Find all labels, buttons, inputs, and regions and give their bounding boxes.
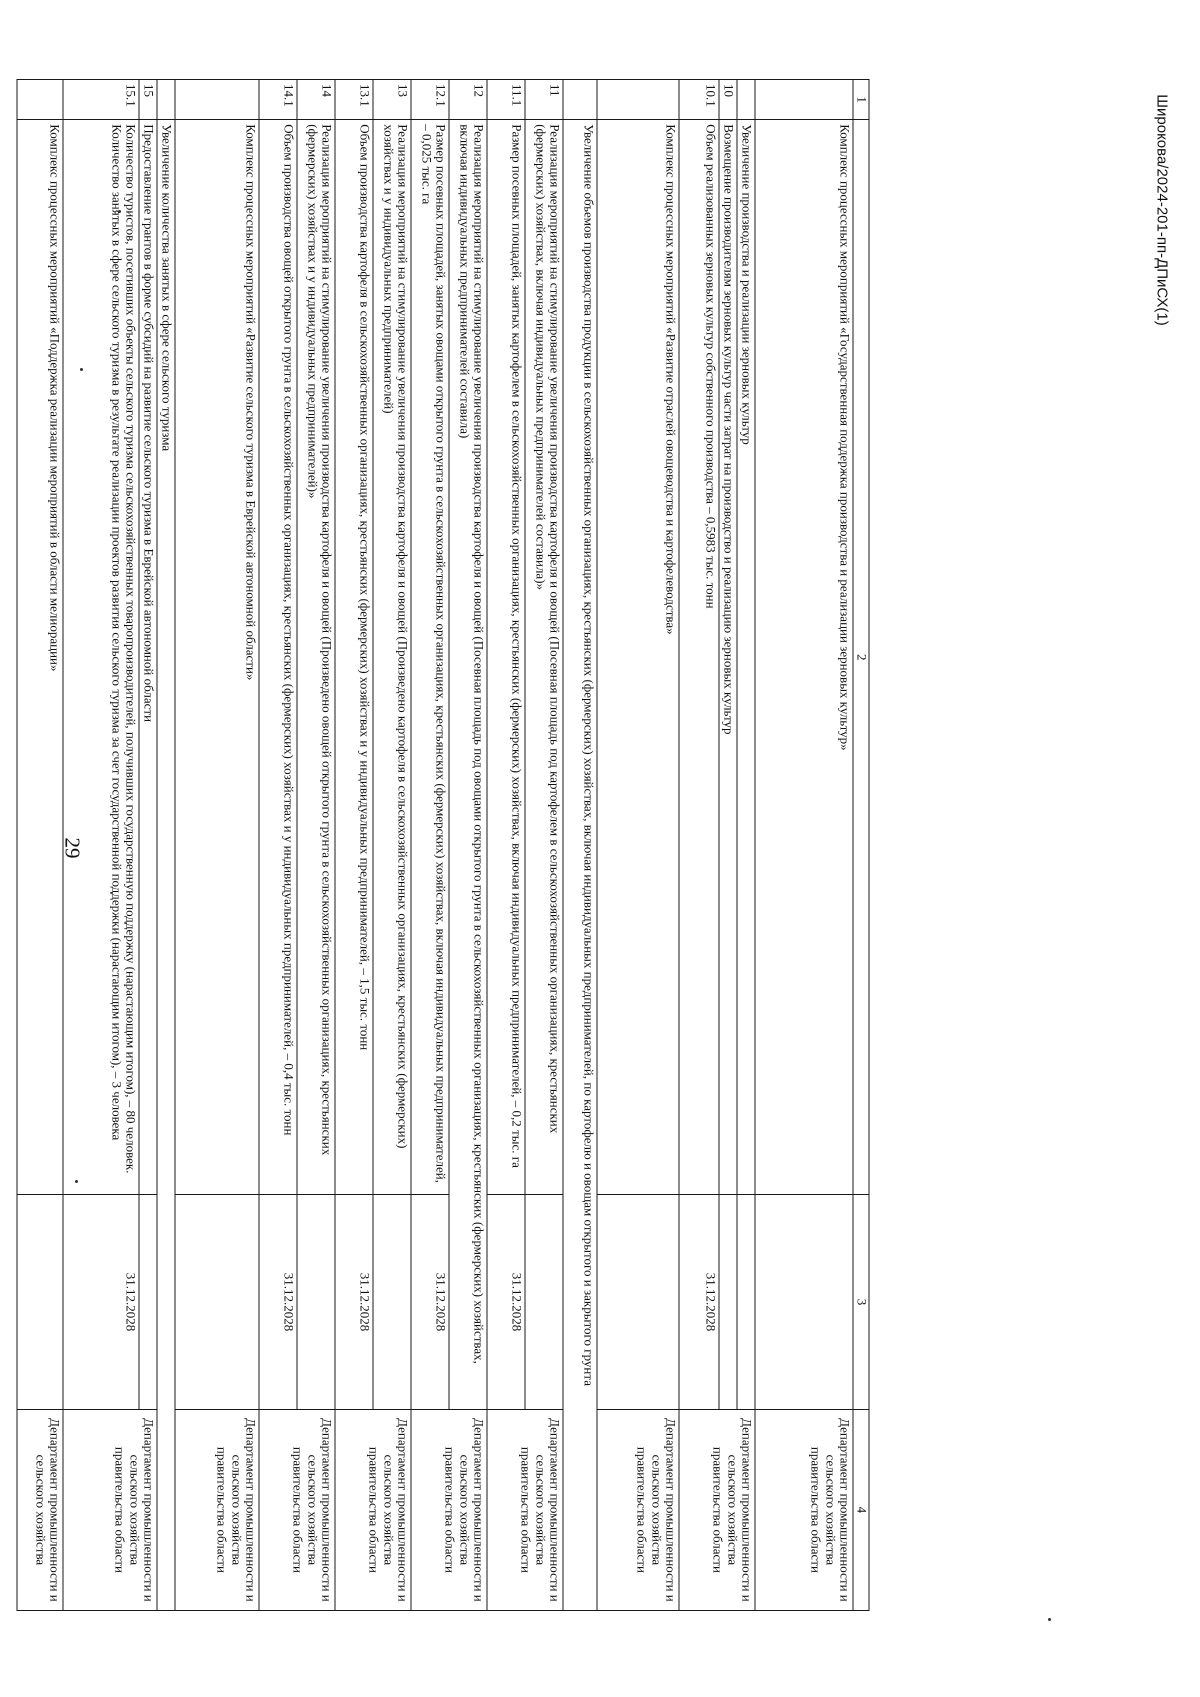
table-row: [487, 80, 525, 1611]
row-number: [17, 80, 63, 120]
row-date: 31.12.2028: [335, 1195, 373, 1410]
page-number: 29: [60, 837, 85, 859]
row-number: 11: [525, 80, 563, 120]
row-date: [525, 1195, 563, 1410]
table-row: [679, 80, 719, 1611]
row-number: 14: [297, 80, 335, 120]
row-text: Комплекс процессных мероприятий «Государственная поддержка производства и реализации зерновых культур»: [755, 120, 853, 1195]
row-text: Увеличение объемов производства продукции в сельскохозяйственных организациях, крестьянских (фермерских) хозяйствах, включая индивидуальных предпринимателей, по картофелю и овощам открытого и закрытого грунта: [563, 120, 597, 1611]
row-date: [719, 1195, 737, 1410]
document-code: Широкова/2024-201-пп-ДПиСХ(1): [1153, 94, 1171, 326]
row-department: Департамент промышленности и сельского хозяйства правительства области: [175, 1409, 259, 1610]
row-number: 15: [139, 80, 157, 120]
row-number: [597, 80, 679, 120]
table-row: [63, 80, 139, 1611]
row-text: Возмещение производителям зерновых культур части затрат на производство и реализацию зерновых культур: [719, 120, 737, 1195]
table-row: [411, 80, 449, 1611]
table-row: [563, 80, 597, 1611]
row-number: [755, 80, 853, 120]
row-number: 13.1: [335, 80, 373, 120]
row-date: 31.12.2028: [487, 1195, 525, 1410]
header-col-2: 2: [853, 120, 869, 1195]
row-text: Объем производства картофеля в сельскохозяйственных организациях, крестьянских (фермерских) хозяйствах и у индивидуальных предпринимателей, – 1,5 тыс. тонн: [335, 120, 373, 1195]
table-row: [297, 80, 335, 1611]
table-row: [737, 80, 755, 1611]
table-row: [335, 80, 373, 1611]
row-text: Комплекс процессных мероприятий «Развитие отраслей овощеводства и картофелеводства»: [597, 120, 679, 1195]
row-text: Реализация мероприятий на стимулирование увеличения производства картофеля и овощей (Произведено овощей открытого грунта в сельскохозяйственных организациях, крестьянских (фермерских) хозяйствах и у индивидуальных предпринимателей)»: [297, 120, 335, 1195]
header-col-3: 3: [853, 1195, 869, 1410]
row-number: 13: [373, 80, 411, 120]
schedule-table: [17, 79, 870, 1611]
row-date: [17, 1195, 63, 1410]
row-department: Департамент промышленности и сельского хозяйства правительства области: [411, 1409, 487, 1610]
row-text: Комплекс процессных мероприятий «Поддержка реализации мероприятий в области мелиорации»: [17, 120, 63, 1195]
row-number: 10: [719, 80, 737, 120]
row-department: Департамент промышленности и сельского хозяйства правительства области: [597, 1409, 679, 1610]
row-department: Департамент промышленности и сельского хозяйства правительства области: [487, 1409, 563, 1610]
table-row: [755, 80, 853, 1611]
row-text: Объем производства овощей открытого грунта в сельскохозяйственных организациях, крестьянских (фермерских) хозяйствах и у индивидуальных предпринимателей, – 0,4 тыс. тонн: [259, 120, 297, 1195]
row-text: Предоставление грантов в форме субсидий на развитие сельского туризма в Еврейской автономной области: [139, 120, 157, 1195]
table-row: [157, 80, 175, 1611]
table-row: [525, 80, 563, 1611]
row-date: 31.12.2028: [679, 1195, 719, 1410]
row-department: Департамент промышленности и сельского хозяйства: [17, 1409, 63, 1610]
table-row: [175, 80, 259, 1611]
row-number: [737, 80, 755, 120]
table-row: [17, 80, 63, 1611]
row-text: Реализация мероприятий на стимулирование увеличения производства картофеля и овощей (Посевная площадь под картофелем в сельскохозяйственных организациях, крестьянских (фермерских) хозяйствах, включая индивидуальных предпринимателей составила)»: [525, 120, 563, 1195]
row-department: Департамент промышленности и сельского хозяйства правительства области: [335, 1409, 411, 1610]
scan-speck: [1048, 1618, 1051, 1621]
row-text: Комплекс процессных мероприятий «Развитие сельского туризма в Еврейской автономной области»: [175, 120, 259, 1195]
row-text: Размер посевных площадей, занятых картофелем в сельскохозяйственных организациях, крестьянских (фермерских) хозяйствах, включая индивидуальных предпринимателей, – 0,2 тыс. га: [487, 120, 525, 1195]
table-header-row: [853, 80, 869, 1611]
row-number: [175, 80, 259, 120]
row-date: 31.12.2028: [63, 1195, 139, 1410]
row-date: [175, 1195, 259, 1410]
row-date: 31.12.2028: [259, 1195, 297, 1410]
row-department: Департамент промышленности и сельского хозяйства правительства области: [259, 1409, 335, 1610]
row-department: Департамент промышленности и сельского хозяйства правительства области: [679, 1409, 755, 1610]
indicator-employed: Количество занятых в сфере сельского туризма в результате реализации проектов развития сельского туризма за счет государственной поддержки (нарастающим итогом), – 3 человека: [109, 124, 125, 1141]
row-number: 10.1: [679, 80, 719, 120]
row-number: 12: [449, 80, 487, 120]
table-row: [597, 80, 679, 1611]
row-text: Увеличение производства и реализации зерновых культур: [737, 120, 755, 1195]
row-date: [139, 1195, 157, 1410]
table-row: [139, 80, 157, 1611]
row-date: [737, 1195, 755, 1410]
row-text: Реализация мероприятий на стимулирование увеличения производства картофеля и овощей (Произведено картофеля в сельскохозяйственных организациях, крестьянских (фермерских) хозяйствах и у индивидуальных предпринимателей): [373, 120, 411, 1195]
row-department: Департамент промышленности и сельского хозяйства правительства области: [755, 1409, 853, 1610]
row-number: 14.1: [259, 80, 297, 120]
row-text: Размер посевных площадей, занятых овощами открытого грунта в сельскохозяйственных организациях, крестьянских (фермерских) хозяйствах, включая индивидуальных предпринимателей, – 0,025 тыс. га: [411, 120, 449, 1195]
row-number: 15.1: [63, 80, 139, 120]
header-col-1: 1: [853, 80, 869, 120]
table-row: [719, 80, 737, 1611]
indicator-tourists: Количество туристов, посетивших объекты сельского туризма сельскохозяйственных товаропроизводителей, получивших государственную поддержку (нарастающим итогом), – 80 человек.: [123, 124, 139, 1174]
row-text: Реализация мероприятий на стимулирование увеличения производства картофеля и овощей (Посевная площадь под овощами открытого грунта в сельскохозяйственных организациях, крестьянских (фермерских) хозяйствах, включая индивидуальных предпринимателей составила): [449, 120, 487, 1410]
row-number: [563, 80, 597, 120]
row-date: [597, 1195, 679, 1410]
header-col-4: 4: [853, 1409, 869, 1610]
row-date: 31.12.2028: [411, 1195, 449, 1410]
table-row: [449, 80, 487, 1611]
table-row: [373, 80, 411, 1611]
row-number: [157, 80, 175, 120]
row-department: Департамент промышленности и сельского хозяйства правительства области: [63, 1409, 157, 1610]
row-text: [63, 120, 139, 1195]
row-date: [297, 1195, 335, 1410]
row-text: Увеличение количества занятых в сфере сельского туризма: [157, 120, 175, 1611]
row-text: Объем реализованных зерновых культур собственного производства – 0,5983 тыс. тонн: [679, 120, 719, 1195]
row-date: [373, 1195, 411, 1410]
row-date: [755, 1195, 853, 1410]
row-number: 12.1: [411, 80, 449, 120]
table-row: [259, 80, 297, 1611]
row-number: 11.1: [487, 80, 525, 120]
